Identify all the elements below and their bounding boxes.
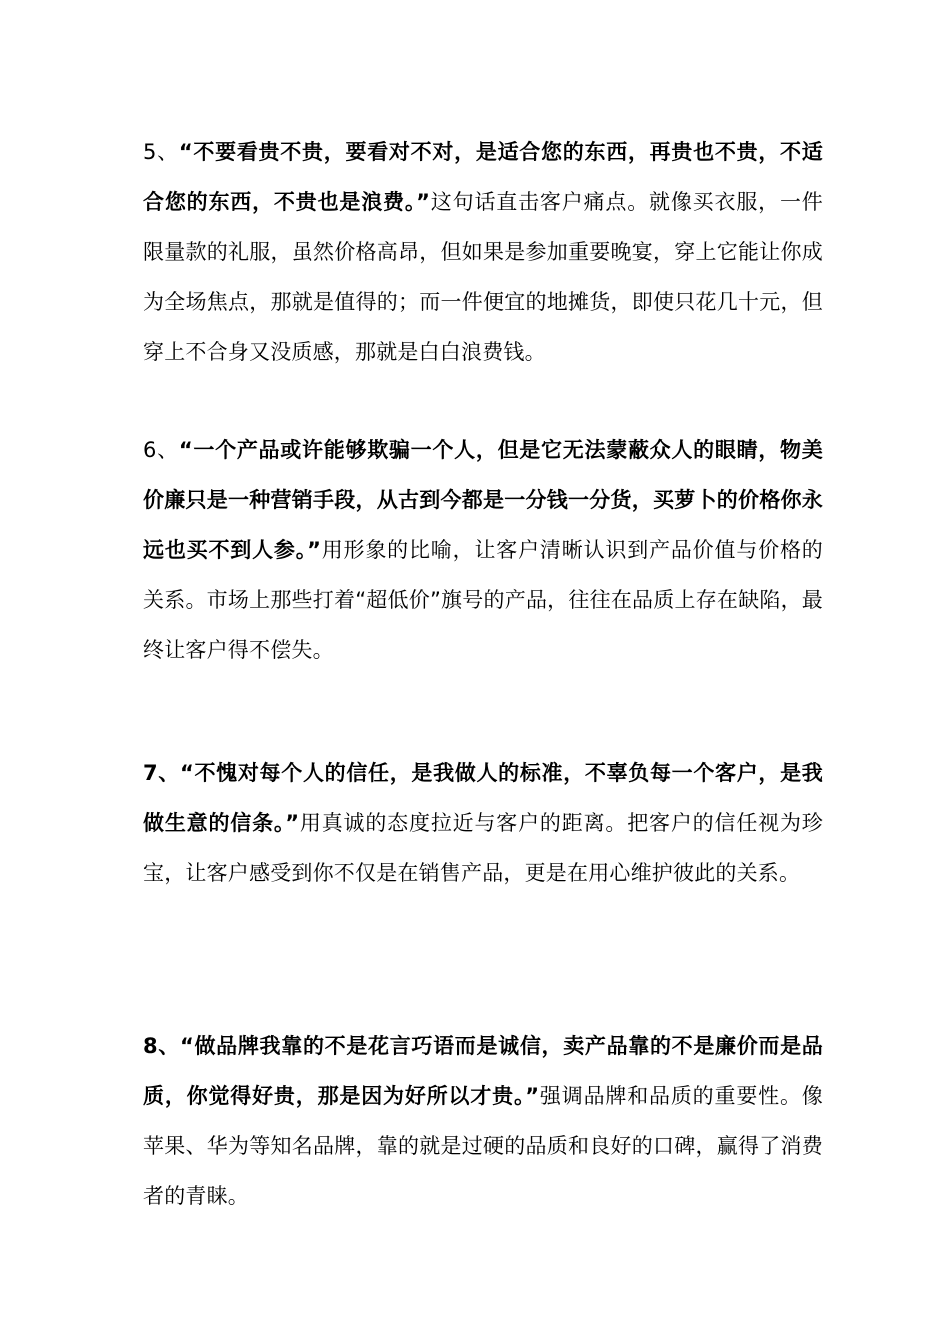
- paragraph-6: [143, 425, 823, 675]
- explanation-text: 用真诚的态度拉近与客户的距离。把客户的信任视为珍宝，让客户感受到你不仅是在销售产品，更是在用心维护彼此的关系。: [143, 811, 823, 885]
- quote-text: “不要看贵不贵，要看对不对，是适合您的东西，再贵也不贵，不适合您的东西，不贵也是浪费。”: [143, 140, 823, 214]
- explanation-text: 用形象的比喻，让客户清晰认识到产品价值与价格的关系。市场上那些打着“超低价”旗号的产品，往往在品质上存在缺陷，最终让客户得不偿失。: [143, 538, 823, 662]
- quote-text: “不愧对每个人的信任，是我做人的标准，不辜负每一个客户，是我做生意的信条。”: [143, 761, 823, 835]
- paragraph-7: [143, 748, 823, 898]
- quote-text: “做品牌我靠的不是花言巧语而是诚信，卖产品靠的不是廉价而是品质，你觉得好贵，那是因为好所以才贵。”: [143, 1034, 823, 1108]
- explanation-text: 强调品牌和品质的重要性。像苹果、华为等知名品牌，靠的就是过硬的品质和良好的口碑，赢得了消费者的青睐。: [143, 1084, 823, 1208]
- paragraph-5: [143, 127, 823, 377]
- paragraph-8: [143, 1021, 823, 1221]
- paragraph-number: 7、: [143, 761, 180, 785]
- paragraph-number: 8、: [143, 1034, 180, 1058]
- quote-text: “一个产品或许能够欺骗一个人，但是它无法蒙蔽众人的眼睛，物美价廉只是一种营销手段，从古到今都是一分钱一分货，买萝卜的价格你永远也买不到人参。”: [143, 438, 823, 562]
- paragraph-number: 5、: [143, 140, 179, 164]
- paragraph-number: 6、: [143, 438, 179, 462]
- explanation-text: 这句话直击客户痛点。就像买衣服，一件限量款的礼服，虽然价格高昂，但如果是参加重要晚宴，穿上它能让你成为全场焦点，那就是值得的；而一件便宜的地摊货，即使只花几十元，但穿上不合身又没质感，那就是白白浪费钱。: [143, 190, 823, 364]
